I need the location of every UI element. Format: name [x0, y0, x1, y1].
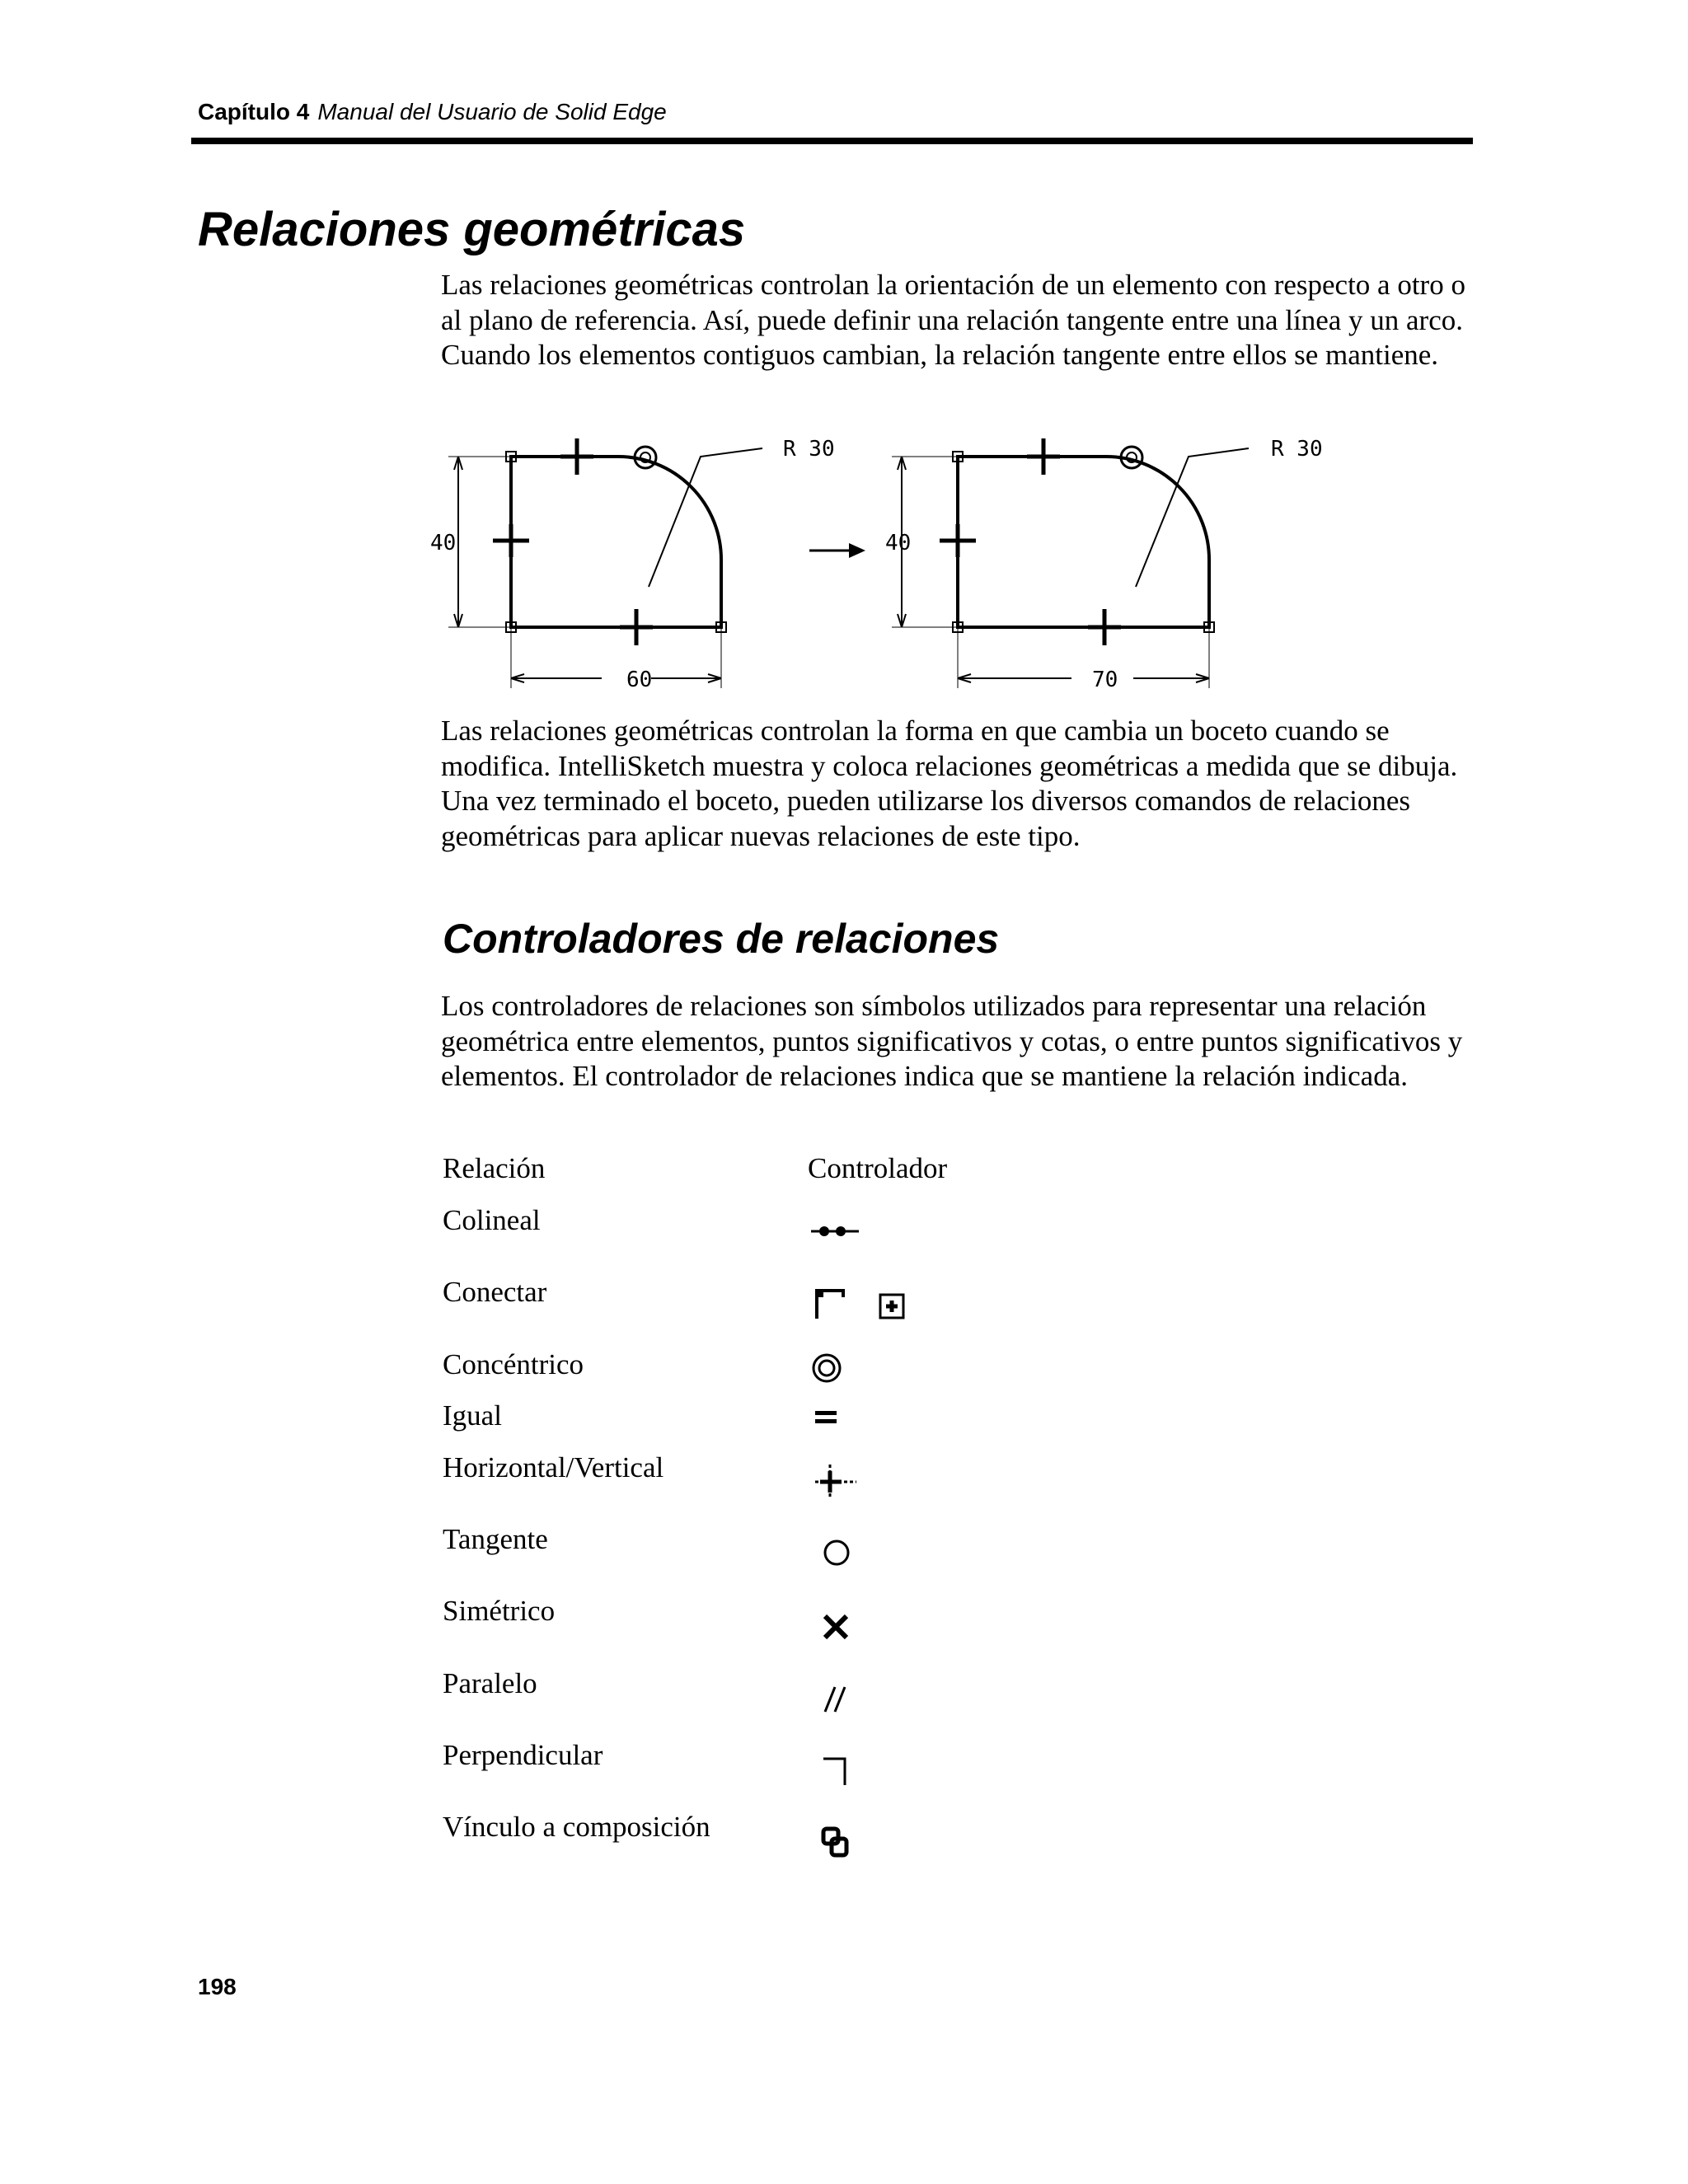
table-row: [443, 1204, 541, 1237]
relation-label: Igual: [443, 1399, 502, 1432]
table-row: [443, 1739, 603, 1772]
sketch-figure: [430, 433, 1327, 696]
parallel-icon: [822, 1684, 850, 1715]
horizontal-vertical-icon: [812, 1461, 861, 1502]
connect-icon: [814, 1287, 851, 1320]
header-rule: [191, 138, 1473, 144]
symmetric-icon: [822, 1613, 850, 1641]
change-arrow: [809, 543, 865, 558]
section-title: Relaciones geométricas: [198, 203, 746, 256]
relation-label: Simétrico: [443, 1595, 556, 1627]
relation-label: Vínculo a composición: [443, 1811, 710, 1843]
right-height-label: 40: [885, 531, 912, 555]
running-header: [198, 99, 667, 125]
left-radius-label: R 30: [783, 437, 835, 462]
left-height-label: 40: [430, 531, 457, 555]
table-row: [443, 1451, 663, 1484]
sketch-before: [448, 438, 762, 688]
left-width-label: 60: [626, 668, 653, 692]
relation-label: Horizontal/Vertical: [443, 1451, 664, 1483]
table-row: [443, 1811, 710, 1844]
perpendicular-icon: [822, 1755, 850, 1787]
right-radius-label: R 30: [1271, 437, 1323, 462]
table-header: [443, 1152, 948, 1185]
sketch-after: [892, 438, 1249, 688]
collinear-icon: [809, 1219, 867, 1244]
equal-icon: [814, 1408, 842, 1427]
relation-label: Tangente: [443, 1523, 548, 1555]
table-row: [443, 1667, 537, 1700]
header-controller: Controlador: [808, 1152, 948, 1184]
relation-label: Colineal: [443, 1204, 541, 1236]
composition-link-icon: [820, 1825, 853, 1860]
relation-label: Paralelo: [443, 1667, 537, 1699]
manual-title: Manual del Usuario de Solid Edge: [317, 99, 667, 124]
table-row: [443, 1348, 584, 1381]
relation-label: Conectar: [443, 1276, 547, 1308]
subsection-title: Controladores de relaciones: [443, 916, 1000, 962]
concentric-icon: [810, 1352, 843, 1385]
table-row: [443, 1523, 548, 1556]
right-width-label: 70: [1092, 668, 1118, 692]
relation-label: Perpendicular: [443, 1739, 603, 1771]
table-row: [443, 1595, 555, 1628]
page-number: 198: [198, 1974, 237, 1999]
table-row: [443, 1399, 502, 1432]
relation-label: Concéntrico: [443, 1348, 584, 1380]
intro-paragraph: Las relaciones geométricas controlan la orientación de un elemento con respecto a otro o al plano de referencia. Así, puede definir una relación tangente entre una línea y un arco. Cuando los elementos contiguos cambian, la relación tangente entre ellos se mantiene.: [441, 269, 1465, 371]
tangent-icon: [822, 1538, 851, 1568]
table-row: [443, 1276, 546, 1309]
header-relation: Relación: [443, 1152, 546, 1184]
connect-box-icon: [878, 1292, 906, 1320]
shape-paragraph: Las relaciones geométricas controlan la forma en que cambia un boceto cuando se modifica. IntelliSketch muestra y coloca relaciones geométricas a medida que se dibuja. Una vez terminado el boceto, pueden utilizarse los diversos comandos de relaciones geométricas para aplicar nuevas relaciones de este tipo.: [441, 715, 1458, 852]
chapter-label: Capítulo 4: [198, 99, 310, 124]
controllers-paragraph: Los controladores de relaciones son símbolos utilizados para representar una relación geométrica entre elementos, puntos significativos y cotas, o entre puntos significativos y elementos. El controlador de relaciones indica que se mantiene la relación indicada.: [441, 990, 1463, 1092]
